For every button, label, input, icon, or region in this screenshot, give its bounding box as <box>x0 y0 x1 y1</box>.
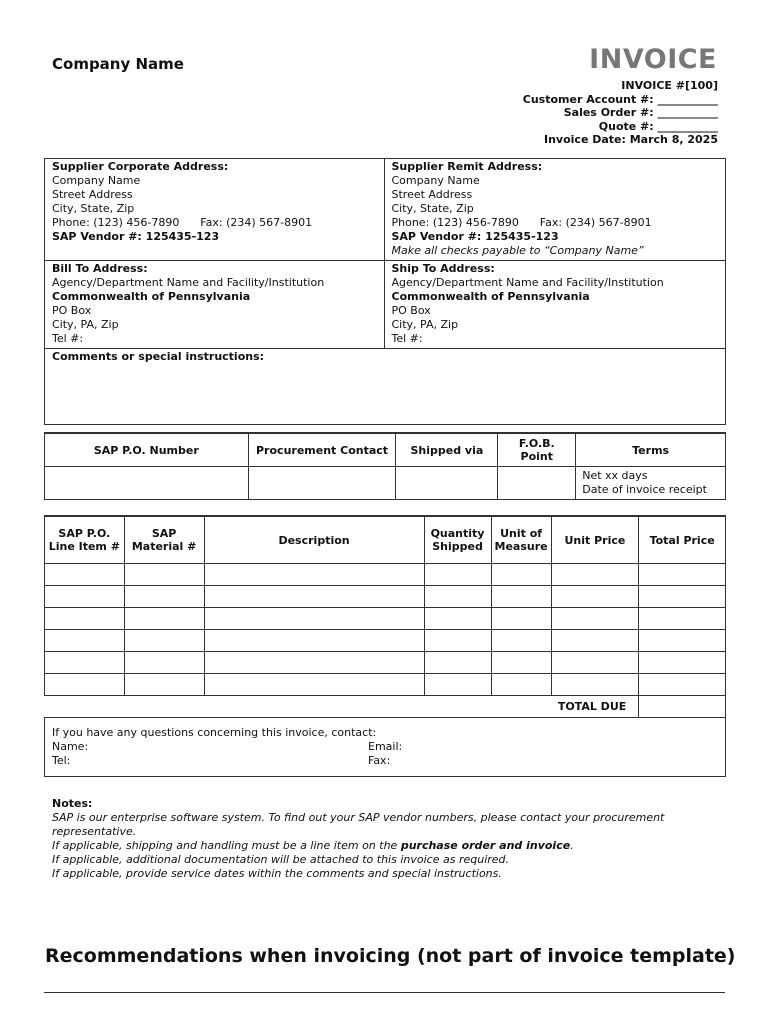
sales-order: Sales Order #: ___________ <box>563 106 718 119</box>
table-cell[interactable] <box>204 652 424 674</box>
invoice-title: INVOICE <box>589 44 717 75</box>
line-items-table <box>44 515 726 718</box>
bill-to-agency: Agency/Department Name and Facility/Institution <box>52 276 325 289</box>
supplier-remit-address <box>384 159 726 261</box>
table-cell[interactable] <box>639 674 726 696</box>
company-name: Company Name <box>52 55 184 73</box>
invoice-meta <box>523 79 718 147</box>
table-row <box>45 608 726 630</box>
ship-to-city: City, PA, Zip <box>391 318 459 331</box>
table-cell[interactable] <box>491 630 551 652</box>
notes-line-1: SAP is our enterprise software system. To find out your SAP vendor numbers, please contact your procurement representative. <box>52 811 665 838</box>
table-cell[interactable] <box>424 674 491 696</box>
table-row <box>45 564 726 586</box>
table-cell[interactable] <box>124 564 204 586</box>
po-header-shipped-via: Shipped via <box>396 433 498 467</box>
table-cell[interactable] <box>551 608 639 630</box>
table-cell[interactable] <box>424 586 491 608</box>
table-cell[interactable] <box>204 630 424 652</box>
table-cell[interactable] <box>424 652 491 674</box>
items-header-unit-price: Unit Price <box>551 516 639 564</box>
notes-line-2-end: . <box>570 839 574 852</box>
items-header-total-price: Total Price <box>639 516 726 564</box>
table-cell[interactable] <box>551 674 639 696</box>
terms-cell[interactable] <box>576 467 726 500</box>
bill-to-city: City, PA, Zip <box>52 318 119 331</box>
table-cell[interactable] <box>204 608 424 630</box>
notes-section <box>52 797 712 881</box>
table-cell[interactable] <box>491 652 551 674</box>
ship-to-po-box: PO Box <box>391 304 431 317</box>
po-table <box>44 432 726 500</box>
table-cell[interactable] <box>45 608 125 630</box>
supplier-remit-heading: Supplier Remit Address: <box>391 160 543 173</box>
address-table <box>44 158 726 425</box>
table-cell[interactable] <box>45 586 125 608</box>
table-cell[interactable] <box>45 630 125 652</box>
table-cell[interactable] <box>491 674 551 696</box>
bill-to-heading: Bill To Address: <box>52 262 148 275</box>
supplier-corporate-city: City, State, Zip <box>52 202 135 215</box>
shipped-via-cell[interactable] <box>396 467 498 500</box>
po-header-procurement-contact: Procurement Contact <box>248 433 396 467</box>
table-cell[interactable] <box>639 630 726 652</box>
fob-point-cell[interactable] <box>498 467 576 500</box>
comments-heading: Comments or special instructions: <box>52 350 265 363</box>
invoice-number: INVOICE #[100] <box>621 79 718 92</box>
ship-to-address <box>384 261 726 349</box>
table-cell[interactable] <box>551 630 639 652</box>
supplier-corporate-vendor: SAP Vendor #: 125435-123 <box>52 230 220 243</box>
procurement-contact-cell[interactable] <box>248 467 396 500</box>
bill-to-state: Commonwealth of Pennsylvania <box>52 290 251 303</box>
invoice-date: Invoice Date: March 8, 2025 <box>544 133 718 146</box>
table-cell[interactable] <box>639 586 726 608</box>
supplier-corporate-phone: Phone: (123) 456-7890 <box>52 216 180 229</box>
table-row <box>45 652 726 674</box>
table-cell[interactable] <box>551 652 639 674</box>
supplier-remit-phone: Phone: (123) 456-7890 <box>391 216 519 229</box>
po-number-cell[interactable] <box>45 467 249 500</box>
ship-to-tel: Tel #: <box>391 332 423 345</box>
table-row <box>45 586 726 608</box>
ship-to-agency: Agency/Department Name and Facility/Institution <box>391 276 664 289</box>
ship-to-heading: Ship To Address: <box>391 262 495 275</box>
contact-intro: If you have any questions concerning this invoice, contact: <box>52 726 377 739</box>
supplier-remit-city: City, State, Zip <box>391 202 474 215</box>
table-cell[interactable] <box>45 564 125 586</box>
bill-to-po-box: PO Box <box>52 304 92 317</box>
table-row <box>45 674 726 696</box>
items-header-description: Description <box>204 516 424 564</box>
contact-box <box>44 717 726 777</box>
horizontal-rule <box>44 992 725 993</box>
table-cell[interactable] <box>424 608 491 630</box>
recommendations-heading: Recommendations when invoicing (not part of invoice template) <box>45 945 736 967</box>
items-header-line-item: SAP P.O. Line Item # <box>45 516 125 564</box>
items-header-material: SAP Material # <box>124 516 204 564</box>
notes-line-3: If applicable, additional documentation will be attached to this invoice as required. <box>52 853 510 866</box>
contact-fax: Fax: <box>368 754 391 767</box>
items-header-unit-of-measure: Unit of Measure <box>491 516 551 564</box>
supplier-corporate-address <box>45 159 385 261</box>
table-cell[interactable] <box>124 652 204 674</box>
supplier-remit-company: Company Name <box>391 174 480 187</box>
customer-account: Customer Account #: ___________ <box>522 92 718 106</box>
supplier-remit-phone-fax <box>392 216 719 230</box>
notes-line-2 <box>52 839 712 853</box>
terms-line-2: Date of invoice receipt <box>582 483 707 496</box>
po-header-terms: Terms <box>576 433 726 467</box>
checks-payable-note: Make all checks payable to “Company Name” <box>391 244 644 257</box>
table-cell[interactable] <box>204 674 424 696</box>
po-header-sap-po-number: SAP P.O. Number <box>45 433 249 467</box>
ship-to-state: Commonwealth of Pennsylvania <box>391 290 590 303</box>
table-cell[interactable] <box>491 564 551 586</box>
items-header-quantity: Quantity Shipped <box>424 516 491 564</box>
table-cell[interactable] <box>551 586 639 608</box>
notes-line-4: If applicable, provide service dates within the comments and special instructions. <box>52 867 502 880</box>
table-cell[interactable] <box>491 608 551 630</box>
po-header-fob-point: F.O.B. Point <box>498 433 576 467</box>
supplier-corporate-fax: Fax: (234) 567-8901 <box>200 216 313 229</box>
supplier-corporate-street: Street Address <box>52 188 133 201</box>
table-cell[interactable] <box>551 564 639 586</box>
supplier-remit-street: Street Address <box>391 188 473 201</box>
table-cell[interactable] <box>639 608 726 630</box>
total-due-row <box>45 696 726 718</box>
supplier-remit-fax: Fax: (234) 567-8901 <box>539 216 652 229</box>
table-cell[interactable] <box>45 652 125 674</box>
contact-tel: Tel: <box>52 754 71 767</box>
table-cell[interactable] <box>124 586 204 608</box>
notes-line-2-start: If applicable, shipping and handling must be a line item on the <box>52 839 401 852</box>
comments-box[interactable] <box>45 349 726 425</box>
bill-to-address <box>45 261 385 349</box>
supplier-corporate-heading: Supplier Corporate Address: <box>52 160 229 173</box>
table-cell[interactable] <box>639 652 726 674</box>
contact-email: Email: <box>368 740 403 753</box>
table-cell[interactable] <box>124 630 204 652</box>
table-cell[interactable] <box>124 608 204 630</box>
table-cell[interactable] <box>124 674 204 696</box>
notes-heading: Notes: <box>52 797 93 810</box>
total-due-label: TOTAL DUE <box>557 700 627 714</box>
total-due-cell[interactable] <box>639 696 726 718</box>
notes-line-2-bold: purchase order and invoice <box>400 839 571 852</box>
table-cell[interactable] <box>424 564 491 586</box>
table-cell[interactable] <box>45 674 125 696</box>
supplier-corporate-phone-fax <box>52 216 377 230</box>
table-cell[interactable] <box>424 630 491 652</box>
bill-to-tel: Tel #: <box>52 332 84 345</box>
table-cell[interactable] <box>204 564 424 586</box>
table-cell[interactable] <box>204 586 424 608</box>
quote-number: Quote #: ___________ <box>598 119 718 133</box>
supplier-corporate-company: Company Name <box>52 174 141 187</box>
supplier-remit-vendor: SAP Vendor #: 125435-123 <box>391 230 559 243</box>
contact-name: Name: <box>52 740 89 753</box>
table-row <box>45 630 726 652</box>
terms-line-1: Net xx days <box>582 469 648 482</box>
table-cell[interactable] <box>491 586 551 608</box>
table-cell[interactable] <box>639 564 726 586</box>
